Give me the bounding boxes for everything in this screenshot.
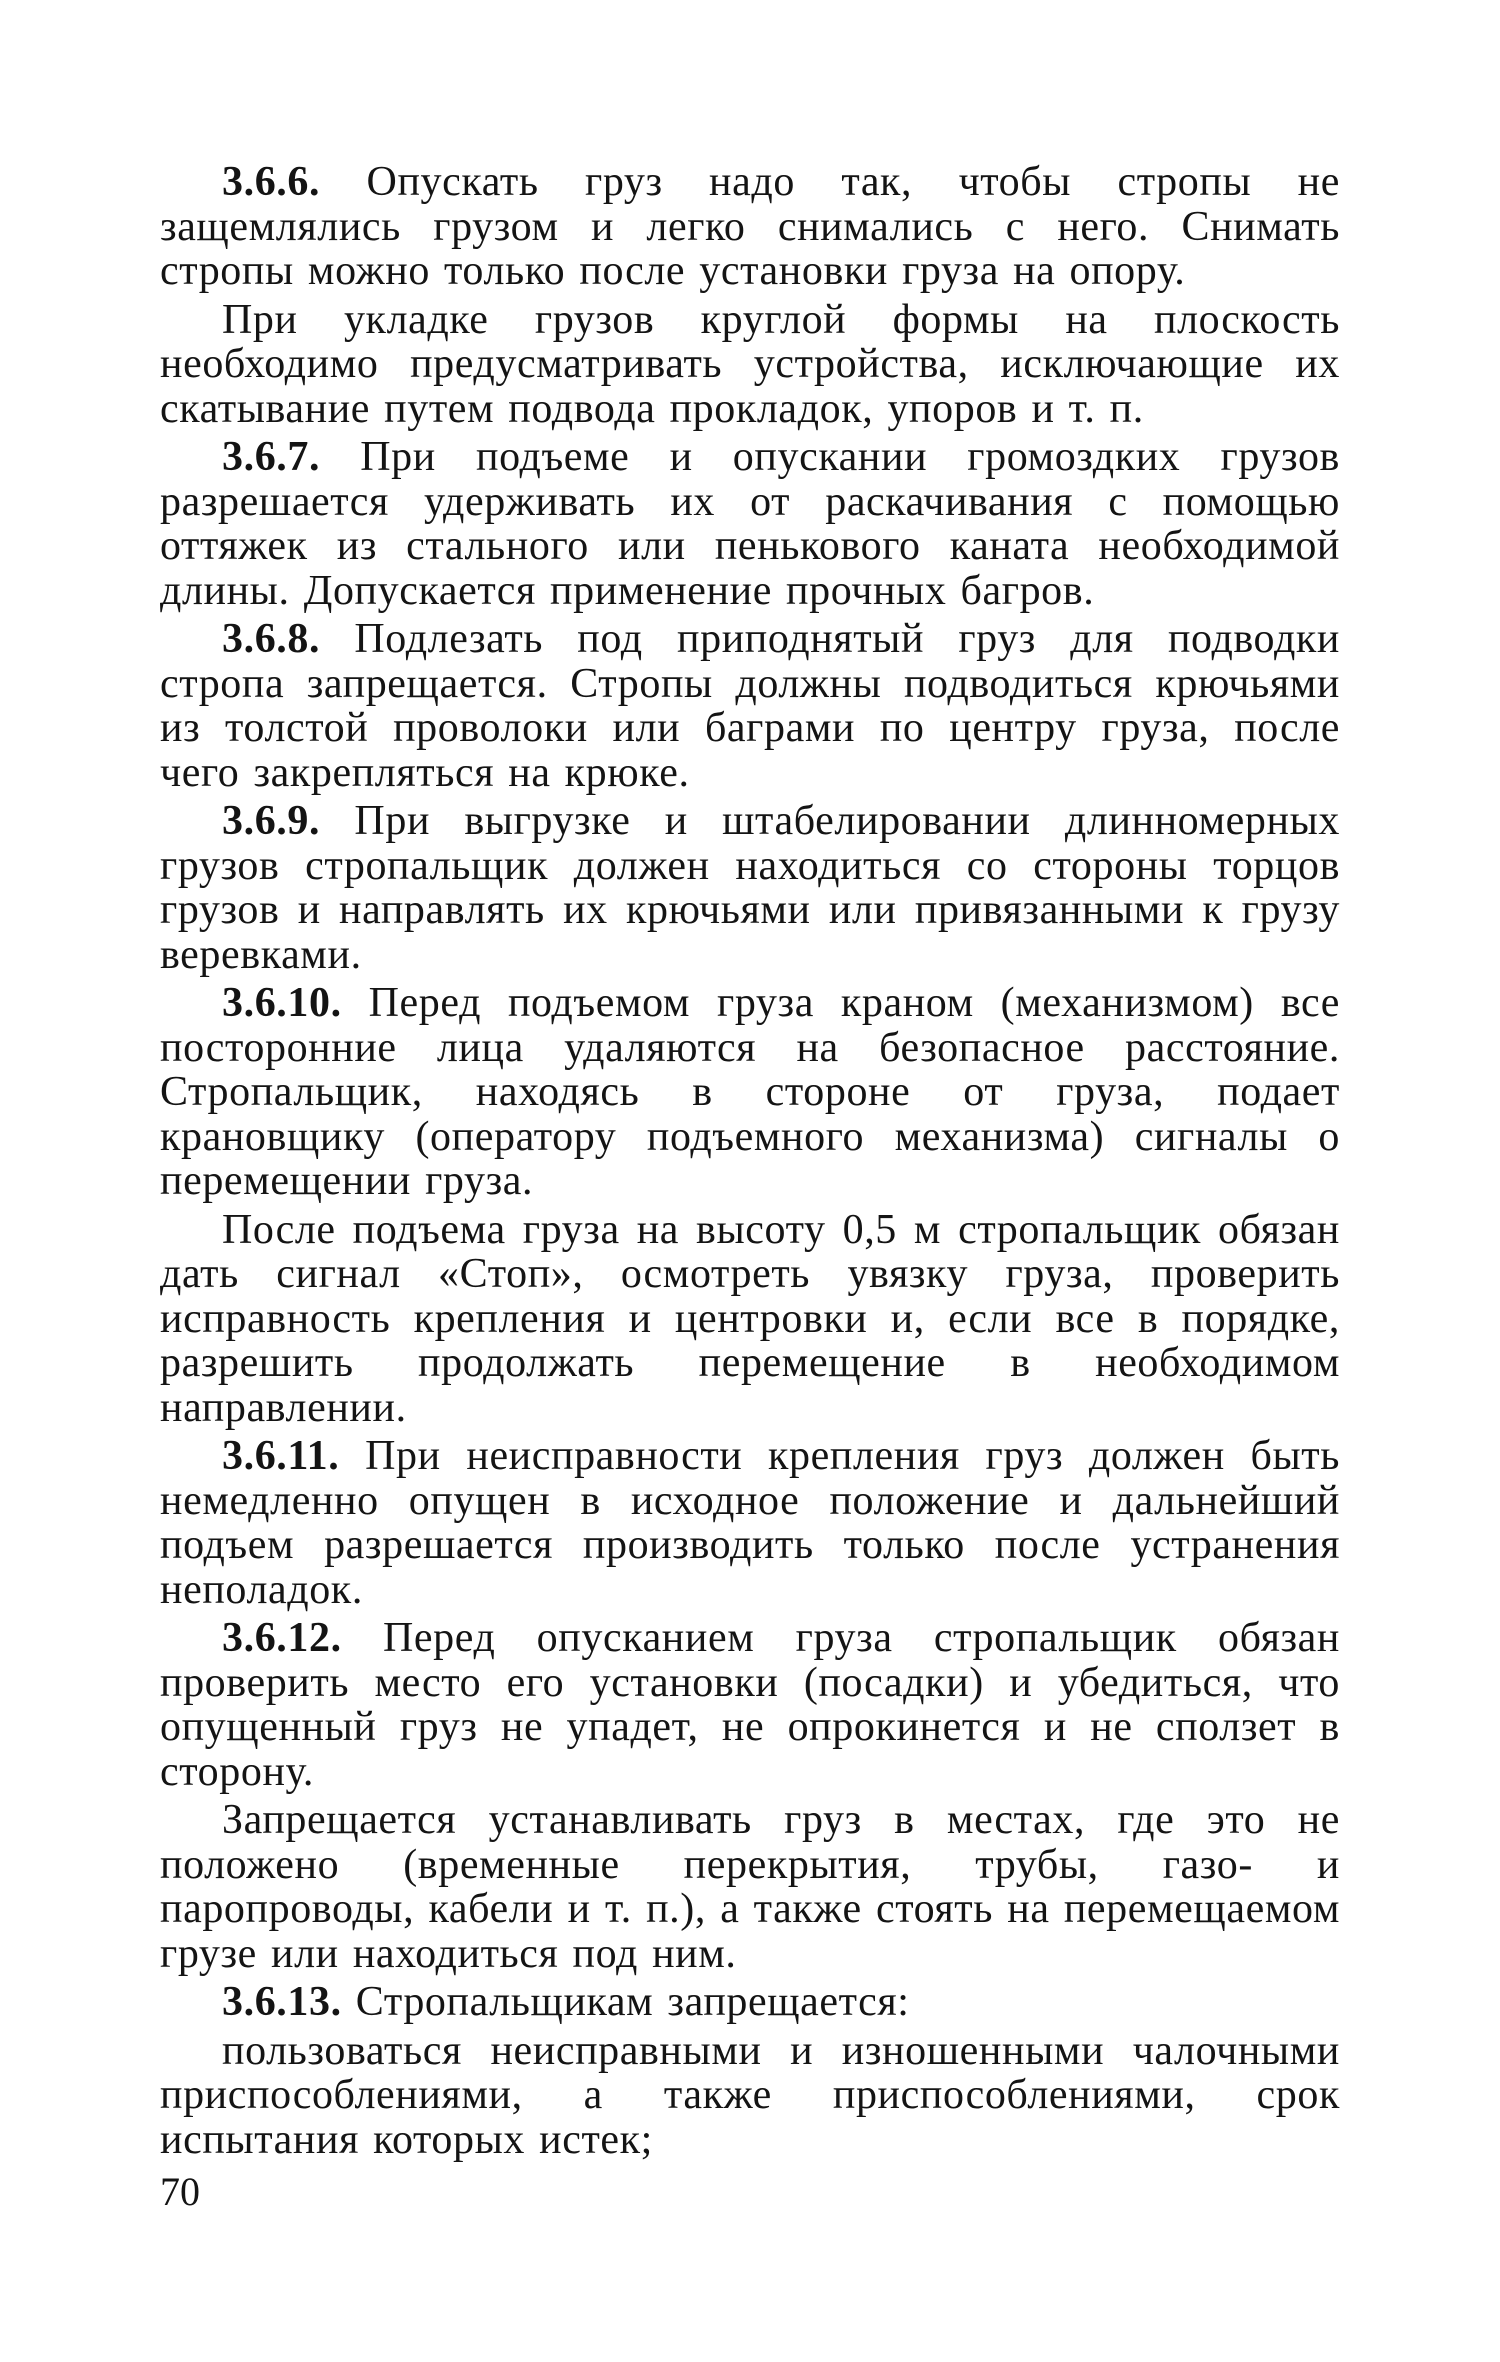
paragraph-3-6-12	[160, 1616, 1340, 1794]
paragraph-faulty-devices	[160, 2029, 1340, 2163]
paragraph-text: При подъеме и опускании громоздких грузов разрешается удерживать их от раскачивания с помощью оттяжек из стального или пенькового каната необходимой длины. Допускается применение прочных багров.	[160, 434, 1340, 614]
page-body	[160, 160, 1340, 2166]
section-number: 3.6.13.	[222, 1979, 342, 2025]
paragraph-text: Перед опусканием груза стропальщик обязан проверить место его установки (посадки) и убедиться, что опущенный груз не упадет, не опрокинется и не сползет в сторону.	[160, 1615, 1340, 1795]
paragraph-after-lift	[160, 1208, 1340, 1431]
paragraph-prohibited-places	[160, 1798, 1340, 1976]
section-number: 3.6.9.	[222, 798, 321, 844]
paragraph-text: После подъема груза на высоту 0,5 м стропальщик обязан дать сигнал «Стоп», осмотреть увязку груза, проверить исправность крепления и центровки и, если все в порядке, разрешить продолжать перемещение в необходимом направлении.	[160, 1206, 1340, 1431]
paragraph-3-6-10	[160, 981, 1340, 1204]
paragraph-3-6-8	[160, 617, 1340, 795]
paragraph-text: При укладке грузов круглой формы на плоскость необходимо предусматривать устройства, исключающие их скатывание путем подвода прокладок, упоров и т. п.	[160, 296, 1340, 432]
paragraph-3-6-13	[160, 1980, 1340, 2025]
section-number: 3.6.10.	[222, 980, 342, 1026]
paragraph-text: Опускать груз надо так, чтобы стропы не защемлялись грузом и легко снимались с него. Снимать стропы можно только после установки груза на опору.	[160, 159, 1340, 294]
section-number: 3.6.11.	[222, 1433, 340, 1479]
paragraph-text: пользоваться неисправными и изношенными чалочными приспособлениями, а также приспособлениями, срок испытания которых истек;	[160, 2027, 1340, 2163]
paragraph-3-6-11	[160, 1434, 1340, 1612]
paragraph-3-6-6	[160, 160, 1340, 294]
paragraph-text: Подлезать под приподнятый груз для подводки стропа запрещается. Стропы должны подводиться крючьями из толстой проволоки или баграми по центру груза, после чего закрепляться на крюке.	[160, 616, 1340, 796]
paragraph-text: При выгрузке и штабелировании длинномерных грузов стропальщик должен находиться со стороны торцов грузов и направлять их крючьями или привязанными к грузу веревками.	[160, 798, 1340, 978]
paragraph-text: При неисправности крепления груз должен быть немедленно опущен в исходное положение и дальнейший подъем разрешается производить только после устранения неполадок.	[160, 1433, 1340, 1613]
paragraph-text: Запрещается устанавливать груз в местах, где это не положено (временные перекрытия, трубы, газо- и паропроводы, кабели и т. п.), а также стоять на перемещаемом грузе или находиться под ним.	[160, 1797, 1340, 1977]
section-number: 3.6.7.	[222, 434, 321, 480]
paragraph-round-loads	[160, 298, 1340, 432]
section-number: 3.6.8.	[222, 616, 321, 662]
paragraph-text: Стропальщикам запрещается:	[341, 1979, 910, 2025]
section-number: 3.6.12.	[222, 1615, 342, 1661]
paragraph-3-6-9	[160, 799, 1340, 977]
section-number: 3.6.6.	[222, 159, 321, 205]
paragraph-text: Перед подъемом груза краном (механизмом) все посторонние лица удаляются на безопасное расстояние. Стропальщик, находясь в стороне от груза, подает крановщику (оператору подъемного механизма) сигналы о перемещении груза.	[160, 980, 1340, 1204]
paragraph-3-6-7	[160, 435, 1340, 613]
page-number: 70	[160, 2169, 200, 2214]
